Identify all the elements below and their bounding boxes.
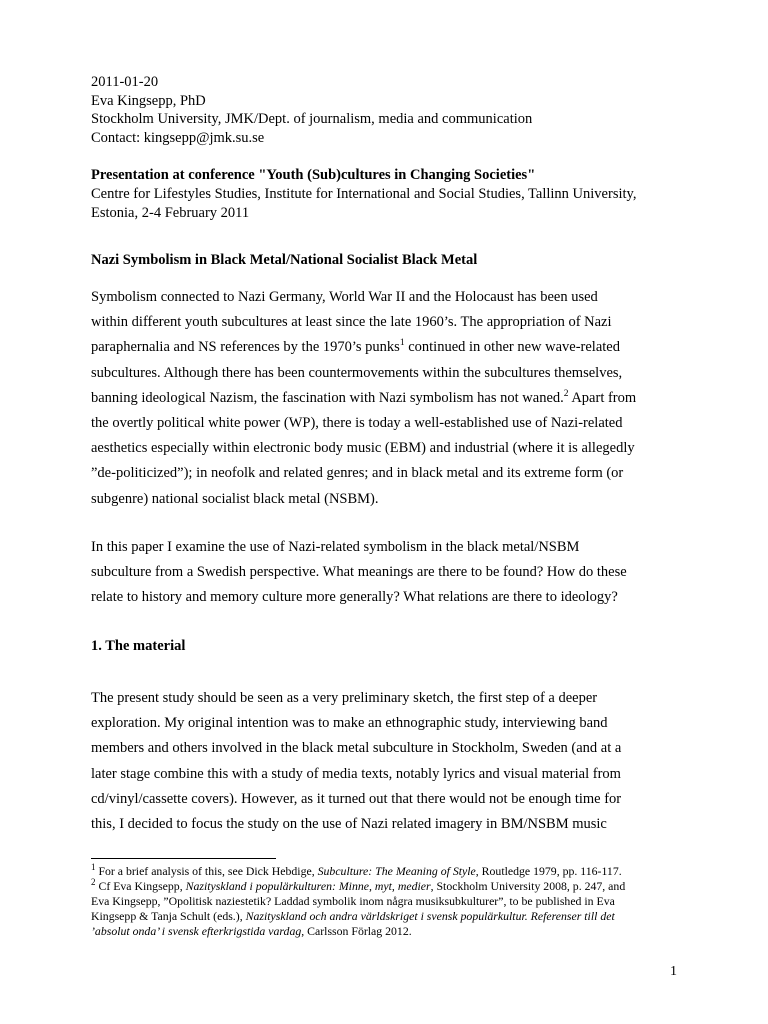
text-line: relate to history and memory culture more generally? What relations are there to ideology?	[91, 589, 618, 606]
date: 2011-01-20	[91, 74, 159, 90]
text-line	[91, 386, 636, 411]
text-line: subcultures. Although there has been countermovements within the subcultures themselves,	[91, 364, 623, 381]
paper-title: Nazi Symbolism in Black Metal/National Socialist Black Metal	[91, 252, 478, 268]
affiliation: Stockholm University, JMK/Dept. of journalism, media and communication	[91, 111, 533, 127]
text-line: exploration. My original intention was to make an ethnographic study, interviewing band	[91, 715, 608, 732]
italic-title: Nazityskland och andra världskriget i svensk populärkultur. Referenser till det	[245, 909, 615, 923]
footnote-line: Eva Kingsepp, ”Opolitisk naziestetik? Laddad symbolik inom några musiksubkulturer”, to be published in Eva	[91, 894, 615, 908]
footnote	[91, 879, 691, 894]
text-segment: paraphernalia and NS references by the 1970’s punks	[91, 339, 400, 356]
text-line: within different youth subcultures at least since the late 1960’s. The appropriation of Nazi	[91, 314, 612, 331]
footnote-ref[interactable]: 1	[399, 338, 405, 349]
italic-title: ’absolut onda’ i svensk efterkrigstida vardag	[91, 924, 302, 938]
text-segment: , Stockholm University 2008, p. 247, and	[430, 879, 626, 893]
footnote-line	[91, 924, 691, 939]
text-line: the overtly political white power (WP), there is today a well-established use of Nazi-related	[91, 415, 623, 432]
paragraph	[91, 285, 636, 512]
text-segment: , Carlsson Förlag 2012.	[301, 924, 412, 938]
footnote-mark: 1	[91, 862, 96, 873]
italic-title: Subculture: The Meaning of Style	[317, 864, 476, 878]
paragraph	[91, 535, 627, 611]
footnote-mark: 2	[91, 877, 96, 888]
footnote-ref[interactable]: 2	[563, 388, 569, 399]
text-segment: Cf Eva Kingsepp,	[95, 879, 186, 893]
footnote	[91, 864, 691, 879]
text-line	[91, 335, 636, 360]
header-block	[91, 73, 532, 147]
text-segment: Apart from	[568, 389, 637, 406]
conference-heading: Presentation at conference "Youth (Sub)cultures in Changing Societies"	[91, 167, 536, 183]
page-number: 1	[670, 964, 677, 979]
footnote-line	[91, 909, 691, 924]
text-line: subgenre) national socialist black metal (NSBM).	[91, 490, 379, 507]
text-line: subculture from a Swedish perspective. What meanings are there to be found? How do these	[91, 564, 627, 581]
section-heading: 1. The material	[91, 638, 186, 654]
text-segment: Kingsepp & Tanja Schult (eds.),	[91, 909, 246, 923]
text-line: Symbolism connected to Nazi Germany, World War II and the Holocaust has been used	[91, 289, 598, 305]
text-line: The present study should be seen as a very preliminary sketch, the first step of a deeper	[91, 690, 598, 706]
text-segment: For a brief analysis of this, see Dick Hebdige,	[95, 864, 318, 878]
conference-line: Estonia, 2-4 February 2011	[91, 205, 250, 221]
paragraph	[91, 686, 621, 837]
text-line: aesthetics especially within electronic body music (EBM) and industrial (where it is allegedly	[91, 440, 635, 457]
footnote-separator	[91, 858, 276, 859]
contact: Contact: kingsepp@jmk.su.se	[91, 129, 265, 146]
text-line: members and others involved in the black metal subculture in Stockholm, Sweden (and at a	[91, 740, 622, 757]
text-line: In this paper I examine the use of Nazi-related symbolism in the black metal/NSBM	[91, 539, 580, 555]
text-line: ”de-politicized”); in neofolk and related genres; and in black metal and its extreme form (or	[91, 465, 624, 482]
footnotes	[91, 864, 691, 939]
text-line: this, I decided to focus the study on the use of Nazi related imagery in BM/NSBM music	[91, 816, 607, 833]
conference-line: Centre for Lifestyles Studies, Institute for International and Social Studies, Tallinn University,	[91, 186, 637, 202]
text-line: later stage combine this with a study of media texts, notably lyrics and visual material from	[91, 765, 621, 782]
text-segment: banning ideological Nazism, the fascination with Nazi symbolism has not waned.	[91, 389, 564, 406]
author: Eva Kingsepp, PhD	[91, 92, 206, 109]
conference-block	[91, 166, 691, 223]
italic-title: Nazityskland i populärkulturen: Minne, myt, medier	[185, 879, 431, 893]
text-segment: continued in other new wave-related	[404, 339, 620, 356]
text-line: cd/vinyl/cassette covers). However, as it turned out that there would not be enough time for	[91, 790, 622, 807]
text-segment: , Routledge 1979, pp. 116-117.	[475, 864, 622, 878]
